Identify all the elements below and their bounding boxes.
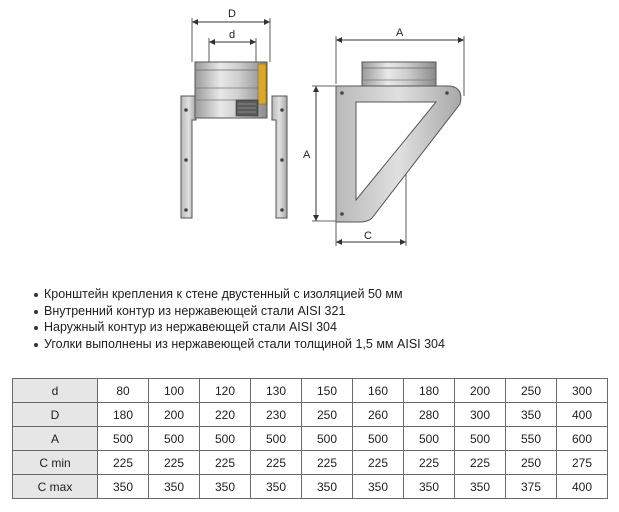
row-header: A <box>13 427 98 451</box>
table-cell: 160 <box>353 379 404 403</box>
label-width-c: C <box>364 230 372 242</box>
table-row-big-d <box>13 403 608 427</box>
table-row-a <box>13 427 608 451</box>
row-header: C max <box>13 475 98 499</box>
table-cell: 350 <box>251 475 302 499</box>
table-cell: 500 <box>200 427 251 451</box>
label-small-d: d <box>229 29 236 41</box>
table-cell: 400 <box>557 475 608 499</box>
row-header: d <box>13 379 98 403</box>
table-cell: 225 <box>302 451 353 475</box>
right-bracket <box>272 96 287 218</box>
table-cell: 600 <box>557 427 608 451</box>
table-row-d <box>13 379 608 403</box>
description-item: Внутренний контур из нержавеющей стали AISI 321 <box>34 303 445 320</box>
description-item: Кронштейн крепления к стене двустенный с изоляцией 50 мм <box>34 286 445 303</box>
table-row-c-max <box>13 475 608 499</box>
description-item: Уголки выполнены из нержавеющей стали толщиной 1,5 мм AISI 304 <box>34 336 445 353</box>
table-cell: 100 <box>149 379 200 403</box>
table-cell: 500 <box>302 427 353 451</box>
table-cell: 500 <box>455 427 506 451</box>
left-bracket <box>181 96 196 218</box>
label-width-a: A <box>396 27 404 39</box>
row-header: D <box>13 403 98 427</box>
description-item: Наружный контур из нержавеющей стали AISI 304 <box>34 319 445 336</box>
table-cell: 225 <box>353 451 404 475</box>
table-cell: 275 <box>557 451 608 475</box>
label-big-d: D <box>228 8 236 20</box>
dimensions-table <box>12 378 608 499</box>
table-cell: 200 <box>149 403 200 427</box>
side-view <box>303 27 464 246</box>
table-cell: 550 <box>506 427 557 451</box>
table-cell: 350 <box>353 475 404 499</box>
table-cell: 500 <box>404 427 455 451</box>
table-cell: 500 <box>353 427 404 451</box>
table-cell: 250 <box>302 403 353 427</box>
table-cell: 350 <box>455 475 506 499</box>
table-cell: 350 <box>200 475 251 499</box>
table-cell: 120 <box>200 379 251 403</box>
table-cell: 300 <box>455 403 506 427</box>
table-cell: 280 <box>404 403 455 427</box>
table-cell: 400 <box>557 403 608 427</box>
table-cell: 225 <box>98 451 149 475</box>
table-cell: 350 <box>404 475 455 499</box>
front-view <box>181 8 287 218</box>
table-cell: 225 <box>149 451 200 475</box>
table-cell: 200 <box>455 379 506 403</box>
table-cell: 350 <box>149 475 200 499</box>
table-cell: 375 <box>506 475 557 499</box>
side-pipe <box>362 62 436 86</box>
table-cell: 225 <box>404 451 455 475</box>
table-cell: 250 <box>506 379 557 403</box>
table-cell: 150 <box>302 379 353 403</box>
table-row-c-min <box>13 451 608 475</box>
description-list <box>34 286 445 352</box>
label-height-a: A <box>303 149 311 161</box>
table-cell: 350 <box>98 475 149 499</box>
table-cell: 500 <box>251 427 302 451</box>
table-cell: 220 <box>200 403 251 427</box>
table-cell: 260 <box>353 403 404 427</box>
row-header: C min <box>13 451 98 475</box>
table-cell: 230 <box>251 403 302 427</box>
table-cell: 180 <box>98 403 149 427</box>
insulation-layer <box>258 64 266 104</box>
table-cell: 500 <box>98 427 149 451</box>
table-cell: 225 <box>455 451 506 475</box>
table-cell: 250 <box>506 451 557 475</box>
table-cell: 225 <box>200 451 251 475</box>
table-cell: 130 <box>251 379 302 403</box>
table-cell: 180 <box>404 379 455 403</box>
table-cell: 350 <box>506 403 557 427</box>
table-cell: 80 <box>98 379 149 403</box>
table-cell: 225 <box>251 451 302 475</box>
table-cell: 300 <box>557 379 608 403</box>
table-cell: 350 <box>302 475 353 499</box>
table-cell: 500 <box>149 427 200 451</box>
